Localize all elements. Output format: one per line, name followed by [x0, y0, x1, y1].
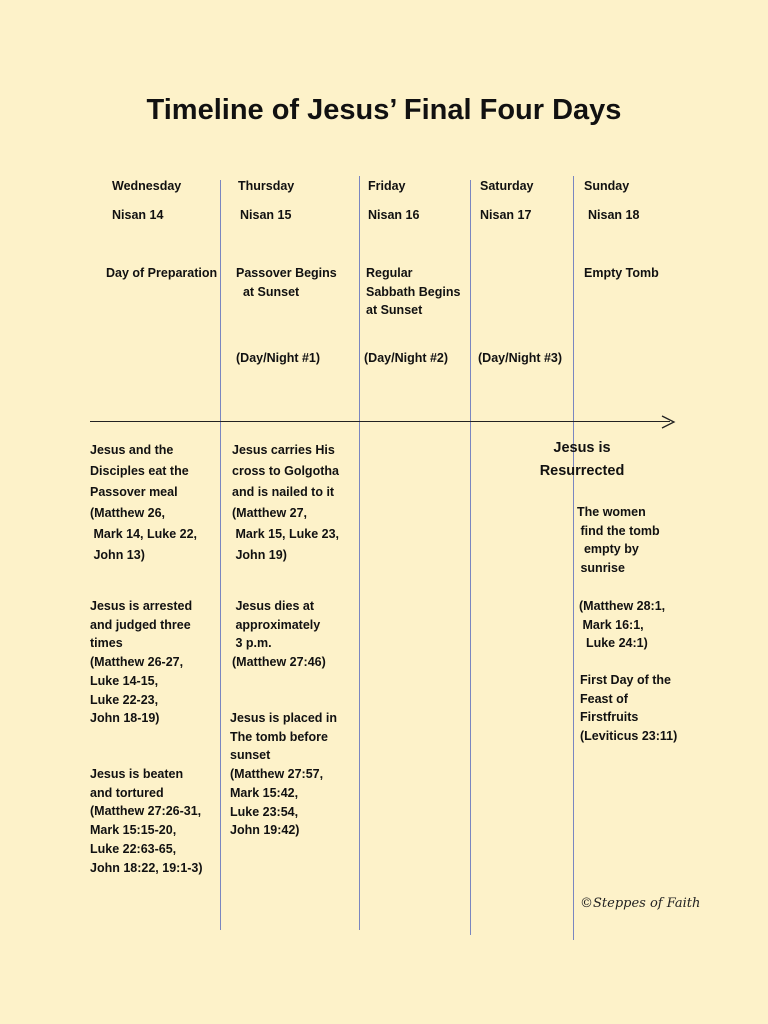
event-thursday: Passover Begins at Sunset	[236, 266, 337, 299]
event-wednesday: Day of Preparation	[106, 266, 218, 280]
wednesday-event-arrested: Jesus is arrested and judged three times (Matthew 26-27, Luke 14-15, Luke 22-23, John 18-19)	[90, 599, 193, 726]
copyright-signature: ©Steppes of Faith	[580, 896, 701, 911]
nisan-wednesday: Nisan 14	[112, 208, 164, 222]
nisan-sunday: Nisan 18	[588, 208, 640, 222]
wednesday-event-beaten: Jesus is beaten and tortured (Matthew 27:26-31, Mark 15:15-20, Luke 22:63-65, John 18:22, 19:1-3)	[90, 767, 203, 875]
timeline-axis	[90, 421, 670, 422]
day-name-thursday: Thursday	[238, 179, 295, 193]
day-name-sunday: Sunday	[584, 179, 630, 193]
arrow-right-icon	[660, 414, 676, 430]
nisan-saturday: Nisan 17	[480, 208, 532, 222]
resurrected-heading: Jesus is Resurrected	[539, 440, 625, 479]
sunday-event-women: The women find the tomb empty by sunrise	[577, 505, 660, 576]
daynight-friday: (Day/Night #2)	[364, 351, 449, 365]
sunday-event-references: (Matthew 28:1, Mark 16:1, Luke 24:1)	[579, 599, 666, 651]
column-divider	[220, 180, 221, 930]
column-divider	[573, 176, 574, 940]
column-divider	[470, 180, 471, 935]
day-name-wednesday: Wednesday	[112, 179, 182, 193]
day-name-friday: Friday	[368, 179, 406, 193]
thursday-event-tomb: Jesus is placed in The tomb before sunset (Matthew 27:57, Mark 15:42, Luke 23:54, John 19:42)	[230, 711, 337, 838]
daynight-saturday: (Day/Night #3)	[478, 351, 563, 365]
thursday-event-cross: Jesus carries His cross to Golgotha and is nailed to it (Matthew 27, Mark 15, Luke 23, John 19)	[232, 443, 340, 562]
wednesday-event-passover-meal: Jesus and the Disciples eat the Passover meal (Matthew 26, Mark 14, Luke 22, John 13)	[90, 443, 198, 562]
column-divider	[359, 176, 360, 930]
event-sunday: Empty Tomb	[584, 266, 659, 280]
daynight-thursday: (Day/Night #1)	[236, 351, 321, 365]
event-friday: Regular Sabbath Begins at Sunset	[366, 266, 461, 318]
page-title: Timeline of Jesus’ Final Four Days	[146, 94, 622, 126]
day-name-saturday: Saturday	[480, 179, 534, 193]
nisan-thursday: Nisan 15	[240, 208, 292, 222]
sunday-event-firstfruits: First Day of the Feast of Firstfruits (Leviticus 23:11)	[580, 673, 678, 744]
nisan-friday: Nisan 16	[368, 208, 420, 222]
thursday-event-dies: Jesus dies at approximately 3 p.m. (Matthew 27:46)	[232, 599, 326, 670]
